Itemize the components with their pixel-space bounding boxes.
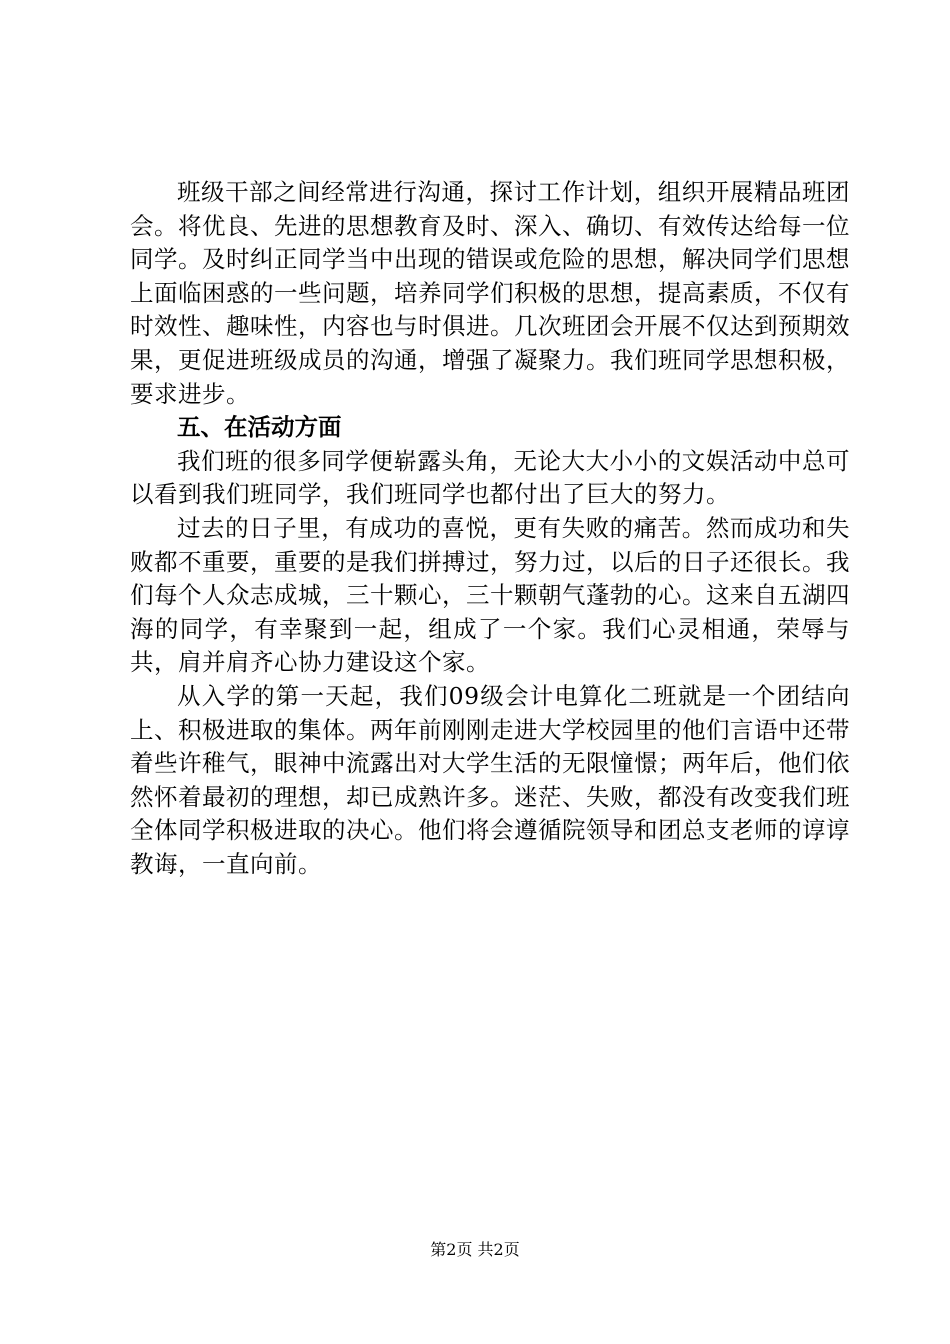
document-body [130,176,850,881]
page-footer: 第2页 共2页 [430,1240,520,1259]
section-heading-activities: 五、在活动方面 [177,413,342,442]
paragraph-activities: 我们班的很多同学便崭露头角，无论大大小小的文娱活动中总可以看到我们班同学，我们班同学也都付出了巨大的努力。 [130,446,850,509]
paragraph-past-days: 过去的日子里，有成功的喜悦，更有失败的痛苦。然而成功和失败都不重要，重要的是我们拼搏过，努力过，以后的日子还很长。我们每个人众志成城，三十颗心，三十颗朝气蓬勃的心。这来自五湖四海的同学，有幸聚到一起，组成了一个家。我们心灵相通，荣辱与共，肩并肩齐心协力建设这个家。 [130,513,850,677]
paragraph-since-enrollment: 从入学的第一天起，我们09级会计电算化二班就是一个团结向上、积极进取的集体。两年前刚刚走进大学校园里的他们言语中还带着些许稚气，眼神中流露出对大学生活的无限憧憬；两年后，他们依然怀着最初的理想，却已成熟许多。迷茫、失败，都没有改变我们班全体同学积极进取的决心。他们将会遵循院领导和团总支老师的谆谆教诲，一直向前。 [130,681,850,878]
paragraph-class-cadres: 班级干部之间经常进行沟通，探讨工作计划，组织开展精品班团会。将优良、先进的思想教育及时、深入、确切、有效传达给每一位同学。及时纠正同学当中出现的错误或危险的思想，解决同学们思想上面临困惑的一些问题，培养同学们积极的思想，提高素质，不仅有时效性、趣味性，内容也与时俱进。几次班团会开展不仅达到预期效果，更促进班级成员的沟通，增强了凝聚力。我们班同学思想积极，要求进步。 [130,178,850,408]
